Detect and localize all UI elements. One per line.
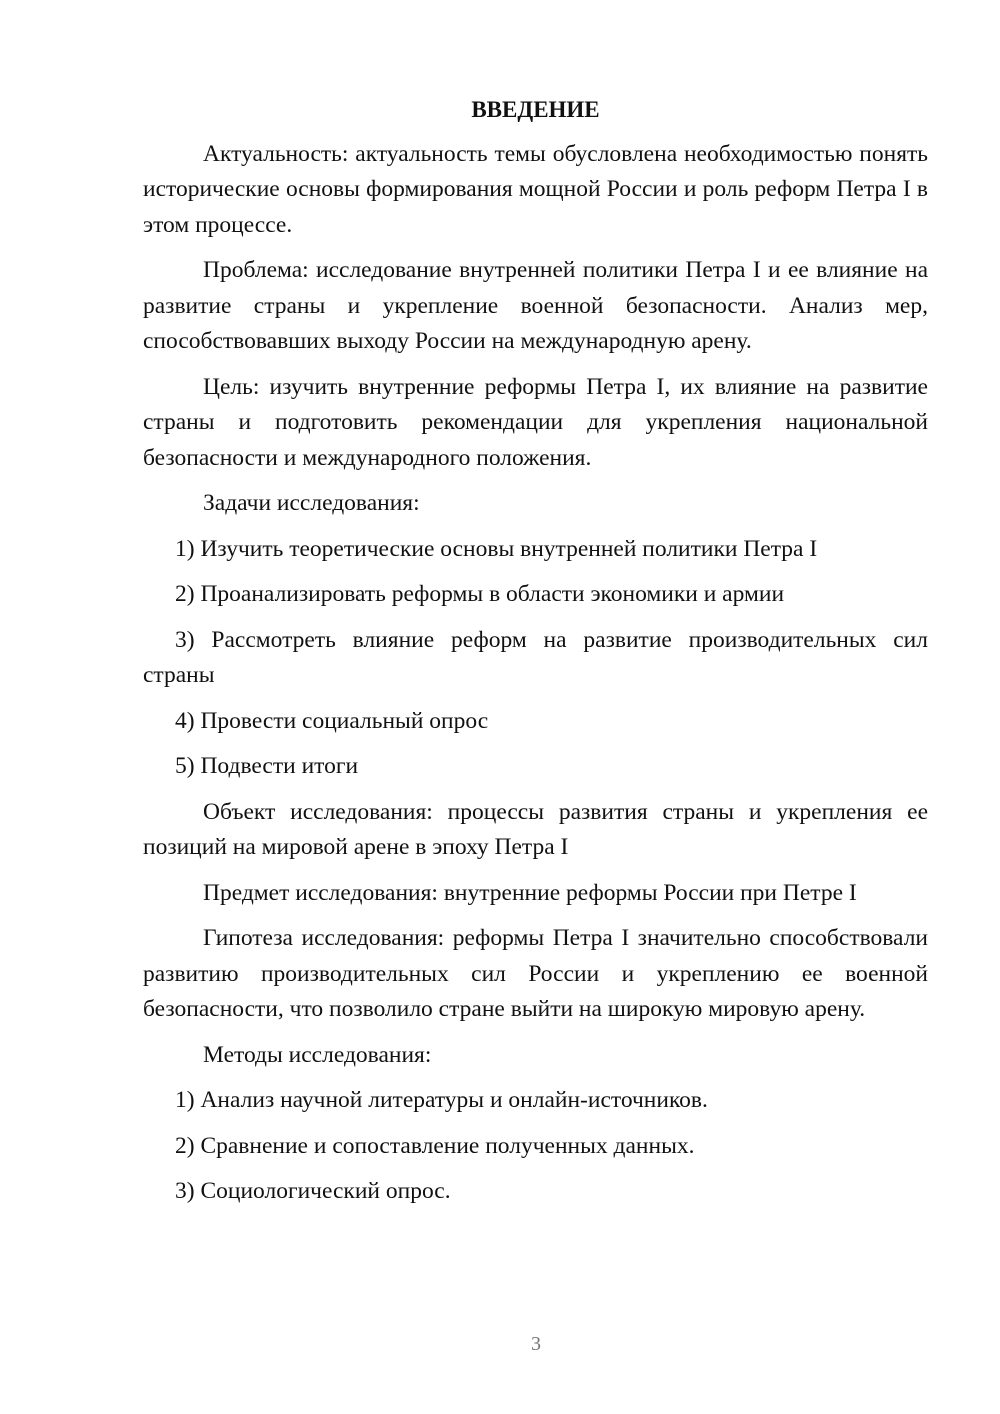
page-number: 3 [531,1333,541,1355]
task-item: 2) Проанализировать реформы в области экономики и армии [175,581,785,607]
task-item: 1) Изучить теоретические основы внутренней политики Петра I [175,535,818,562]
goal-paragraph: Цель: изучить внутренние реформы Петра I, их влияние на развитие страны и подготовить рекомендации для укрепления национальной безопасности и международного положения. [143,373,928,471]
object-paragraph: Объект исследования: процессы развития страны и укрепления ее позиций на мировой арене в эпоху Петра I [143,798,928,860]
task-item: 5) Подвести итоги [175,753,359,779]
tasks-heading: Задачи исследования: [203,490,420,516]
methods-list [143,1083,928,1210]
section-title: ВВЕДЕНИЕ [471,97,600,122]
tasks-list [143,532,928,785]
relevance-paragraph: Актуальность: актуальность темы обусловлена необходимостью понять исторические основы формирования мощной России и роль реформ Петра I в этом процессе. [143,140,928,238]
method-item: 3) Социологический опрос. [175,1178,451,1204]
method-item: 2) Сравнение и сопоставление полученных данных. [175,1132,695,1159]
methods-heading: Методы исследования: [203,1041,432,1068]
subject-paragraph: Предмет исследования: внутренние реформы России при Петре I [203,879,857,906]
hypothesis-paragraph: Гипотеза исследования: реформы Петра I значительно способствовали развитию производительных сил России и укреплению ее военной безопасности, что позволило стране выйти на широкую мировую арену. [143,925,928,1022]
problem-paragraph: Проблема: исследование внутренней политики Петра I и ее влияние на развитие страны и укрепление военной безопасности. Анализ мер, способствовавших выходу России на международную арену. [143,257,928,354]
page-content [143,92,928,1220]
task-item: 4) Провести социальный опрос [175,707,489,734]
task-item: 3) Рассмотреть влияние реформ на развитие производительных сил страны [143,626,928,688]
method-item: 1) Анализ научной литературы и онлайн-источников. [175,1087,708,1113]
